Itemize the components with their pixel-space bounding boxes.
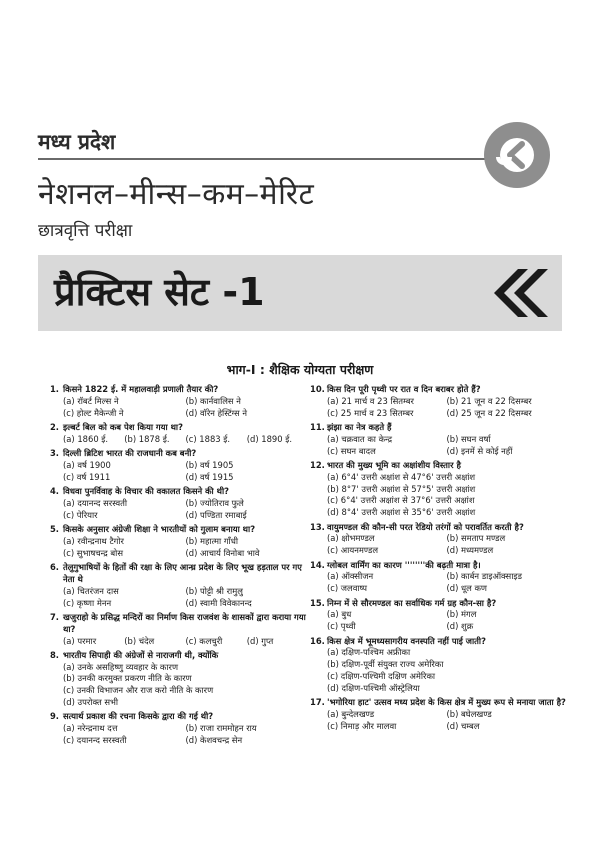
answer-options bbox=[46, 536, 308, 560]
answer-option: (d) वॉरेन हेस्टिंग्स ने bbox=[185, 407, 247, 418]
answer-option: (b) महात्मा गाँधी bbox=[185, 535, 239, 546]
double-chevron-left-icon bbox=[488, 265, 548, 321]
answer-options bbox=[46, 396, 308, 420]
question-item bbox=[46, 448, 308, 483]
question-number: 6. bbox=[49, 562, 59, 573]
answer-option: (b) दक्षिण-पूर्वी संयुक्त राज्य अमेरिका bbox=[327, 659, 444, 670]
answer-option: (a) दयानन्द सरस्वती bbox=[63, 497, 128, 508]
question-text: ग्लोबल वार्मिंग का कारण ''''''''की बढ़ती मात्रा है। bbox=[327, 559, 481, 570]
answer-option: (c) आयनमण्डल bbox=[327, 545, 379, 556]
answer-options bbox=[46, 586, 308, 610]
answer-option: (a) 6°4' उत्तरी अक्षांश से 47°6' उत्तरी अक्षांश bbox=[327, 471, 476, 482]
answer-option: (d) 1890 ई. bbox=[246, 433, 293, 444]
answer-option: (d) केशवचन्द्र सेन bbox=[185, 735, 243, 746]
question-text: किसके अनुसार अंग्रेजी शिक्षा ने भारतीयों को गुलाम बनाया था? bbox=[63, 524, 256, 535]
question-number: 17. bbox=[310, 697, 325, 708]
answer-option: (a) 1860 ई. bbox=[63, 433, 109, 444]
question-item bbox=[310, 598, 566, 633]
answer-option: (b) राजा राममोहन राय bbox=[185, 723, 257, 734]
answer-option: (b) 21 जून व 22 दिसम्बर bbox=[446, 395, 532, 406]
back-arrow-icon bbox=[484, 122, 550, 188]
answer-option: (a) ऑक्सीजन bbox=[327, 571, 374, 582]
answer-options bbox=[46, 662, 308, 709]
answer-option: (b) समताप मण्डल bbox=[446, 533, 506, 544]
question-text: विधवा पुनर्विवाह के विचार की वकालत किसने की थी? bbox=[63, 486, 230, 497]
answer-option: (a) रॉबर्ट मिल्स ने bbox=[63, 395, 119, 406]
answer-option: (c) सघन बादल bbox=[327, 445, 376, 456]
answer-option: (d) वर्ष 1915 bbox=[185, 471, 234, 482]
answer-option: (c) पेरियार bbox=[63, 509, 98, 520]
answer-option: (c) होल्ट मैकेन्जी ने bbox=[63, 407, 124, 418]
answer-option: (d) मध्यमण्डल bbox=[446, 545, 494, 556]
answer-option: (b) बघेलखण्ड bbox=[446, 708, 492, 719]
answer-option: (a) उनके असहिष्णु व्यवहार के कारण bbox=[63, 661, 179, 672]
answer-option: (b) ज्योतिराव फुले bbox=[185, 497, 244, 508]
question-text: किसने 1822 ई. में महालवाड़ी प्रणाली तैयार की? bbox=[63, 384, 219, 394]
answer-options bbox=[310, 434, 566, 458]
answer-options bbox=[310, 396, 566, 420]
question-number: 16. bbox=[310, 635, 325, 646]
answer-option: (c) दक्षिण-पश्चिमी दक्षिण अमेरिका bbox=[327, 670, 436, 681]
answer-option: (b) 8°7' उत्तरी अक्षांश से 57°5' उत्तरी अक्षांश bbox=[327, 483, 476, 494]
answer-option: (a) क्षोभमण्डल bbox=[327, 533, 375, 544]
question-item bbox=[310, 384, 566, 419]
header-rule bbox=[38, 158, 490, 160]
answer-option: (c) जलवाष्प bbox=[327, 583, 367, 594]
practice-set-band bbox=[38, 255, 562, 331]
question-text: इल्बर्ट बिल को कब पेश किया गया था? bbox=[63, 421, 183, 432]
answer-option: (c) उनकी विभाजन और राज करो नीति के कारण bbox=[63, 685, 214, 696]
question-text: निम्न में से सौरमण्डल का सर्वाधिक गर्म ग्रह कौन-सा है? bbox=[327, 597, 497, 608]
answer-option: (c) दयानन्द सरस्वती bbox=[63, 735, 127, 746]
answer-option: (b) चंदेल bbox=[124, 635, 155, 646]
answer-option: (d) इनमें से कोई नहीं bbox=[446, 445, 513, 456]
answer-option: (d) गुप्त bbox=[246, 635, 274, 646]
answer-option: (b) 1878 ई. bbox=[124, 433, 170, 444]
answer-option: (c) कलचुरी bbox=[185, 635, 223, 646]
answer-option: (c) 25 मार्च व 23 सितम्बर bbox=[327, 407, 414, 418]
answer-options bbox=[310, 533, 566, 557]
answer-option: (d) 25 जून व 22 दिसम्बर bbox=[446, 407, 532, 418]
question-number: 15. bbox=[310, 597, 325, 608]
question-text: दिल्ली ब्रिटिश भारत की राजधानी कब बनी? bbox=[63, 448, 197, 459]
question-text: 'भगोरिया हाट' उत्सव मध्य प्रदेश के किस क्षेत्र में मुख्य रूप से मनाया जाता है? bbox=[327, 697, 566, 708]
answer-option: (d) उपरोक्त सभी bbox=[63, 697, 119, 708]
answer-option: (a) नरेन्द्रनाथ दत्त bbox=[63, 723, 118, 734]
practice-set-title: प्रैक्टिस सेट -1 bbox=[54, 270, 265, 314]
answer-options bbox=[46, 498, 308, 522]
question-text: खजुराहो के प्रसिद्ध मन्दिरों का निर्माण किस राजवंश के शासकों द्वारा कराया गया था? bbox=[63, 611, 306, 634]
question-number: 7. bbox=[49, 611, 59, 622]
left-question-column bbox=[46, 384, 308, 749]
question-text: झंझा का नेत्र कहते हैं bbox=[327, 421, 392, 432]
answer-options bbox=[310, 647, 566, 694]
question-item bbox=[46, 422, 308, 446]
answer-option: (d) दक्षिण-पश्चिमी ऑस्ट्रेलिया bbox=[327, 682, 420, 693]
answer-option: (d) धूल कण bbox=[446, 583, 487, 594]
answer-options bbox=[46, 434, 308, 446]
right-question-column bbox=[310, 384, 566, 735]
answer-option: (c) वर्ष 1911 bbox=[63, 471, 111, 482]
answer-options bbox=[310, 472, 566, 519]
answer-option: (c) सुभाषचन्द्र बोस bbox=[63, 547, 123, 558]
question-number: 8. bbox=[49, 649, 59, 660]
answer-option: (a) बुध bbox=[327, 609, 352, 620]
answer-option: (b) उनकी करमुक्त प्रकरण नीति के कारण bbox=[63, 673, 192, 684]
question-text: किस दिन पूरी पृथ्वी पर रात व दिन बराबर होते हैं? bbox=[327, 384, 481, 394]
answer-options bbox=[46, 723, 308, 747]
part-heading: भाग-I : शैक्षिक योग्यता परीक्षण bbox=[226, 362, 374, 377]
answer-options bbox=[310, 709, 566, 733]
question-number: 10. bbox=[310, 384, 325, 394]
answer-options bbox=[46, 460, 308, 484]
answer-options bbox=[46, 636, 308, 648]
answer-option: (d) शुक्र bbox=[446, 621, 474, 632]
answer-option: (d) चम्बल bbox=[446, 720, 480, 731]
question-number: 9. bbox=[49, 711, 59, 722]
answer-option: (b) मंगल bbox=[446, 609, 477, 620]
question-number: 12. bbox=[310, 459, 325, 470]
question-number: 14. bbox=[310, 559, 325, 570]
question-number: 11. bbox=[310, 421, 325, 432]
question-number: 1. bbox=[49, 384, 59, 394]
answer-option: (c) 6°4' उत्तरी अक्षांश से 37°6' उत्तरी अक्षांश bbox=[327, 495, 475, 506]
chapter-badge bbox=[484, 122, 550, 188]
answer-option: (a) दक्षिण-पश्चिम अफ्रीका bbox=[327, 647, 411, 658]
question-item bbox=[310, 522, 566, 557]
question-number: 13. bbox=[310, 521, 325, 532]
answer-option: (a) 21 मार्च व 23 सितम्बर bbox=[327, 395, 414, 406]
answer-options bbox=[310, 609, 566, 633]
answer-option: (a) वर्ष 1900 bbox=[63, 459, 111, 470]
question-item bbox=[46, 650, 308, 709]
answer-option: (d) पण्डिता रमाबाई bbox=[185, 509, 247, 520]
answer-option: (a) बुन्देलखण्ड bbox=[327, 708, 375, 719]
page-title: नेशनल–मीन्स–कम–मेरिट bbox=[38, 177, 315, 212]
question-text: सत्यार्थ प्रकाश की रचना किसके द्वारा की गई थी? bbox=[63, 711, 214, 722]
question-text: भारत की मुख्य भूमि का अक्षांशीय विस्तार है bbox=[327, 459, 461, 470]
question-text: किस क्षेत्र में भूमध्यसागरीय वनस्पति नहीं पाई जाती? bbox=[327, 635, 486, 646]
answer-option: (c) कृष्णा मेनन bbox=[63, 597, 112, 608]
question-item bbox=[46, 384, 308, 419]
question-text: तेलुगुभाषियों के हितों की रक्षा के लिए आन्ध्र प्रदेश के लिए भूख हड़ताल पर गए नेता थे bbox=[63, 562, 302, 584]
answer-option: (a) परमार bbox=[63, 635, 97, 646]
question-item bbox=[310, 697, 566, 732]
answer-option: (b) वर्ष 1905 bbox=[185, 459, 234, 470]
question-item bbox=[46, 711, 308, 746]
page-subtitle: छात्रवृत्ति परीक्षा bbox=[38, 221, 133, 241]
answer-option: (b) कार्नवालिस ने bbox=[185, 395, 241, 406]
question-number: 5. bbox=[49, 524, 59, 535]
question-text: भारतीय सिपाही की अंग्रेजों से नाराजगी थी, क्योंकि bbox=[63, 649, 219, 660]
question-item bbox=[46, 562, 308, 609]
question-item bbox=[46, 612, 308, 647]
question-item bbox=[310, 636, 566, 695]
answer-option: (d) 8°4' उत्तरी अक्षांश से 35°6' उत्तरी अक्षांश bbox=[327, 507, 476, 518]
answer-options bbox=[310, 571, 566, 595]
question-item bbox=[310, 422, 566, 457]
answer-option: (d) आचार्य विनोबा भावे bbox=[185, 547, 260, 558]
answer-option: (b) कार्बन डाइऑक्साइड bbox=[446, 571, 522, 582]
answer-option: (a) रवीन्द्रनाथ टैगोर bbox=[63, 535, 124, 546]
question-number: 2. bbox=[49, 421, 59, 432]
answer-option: (c) पृथ्वी bbox=[327, 621, 356, 632]
question-item bbox=[310, 460, 566, 519]
question-text: वायुमण्डल की कौन-सी परत रेडियो तरंगों को परावर्तित करती है? bbox=[327, 521, 524, 532]
question-item bbox=[310, 560, 566, 595]
answer-option: (c) 1883 ई. bbox=[185, 433, 231, 444]
answer-option: (b) सघन वर्षा bbox=[446, 433, 491, 444]
answer-option: (c) निमाड़ और मालवा bbox=[327, 720, 397, 731]
state-heading: मध्य प्रदेश bbox=[38, 130, 116, 154]
answer-option: (b) पोट्टी श्री रामुलु bbox=[185, 585, 243, 596]
question-number: 3. bbox=[49, 448, 59, 459]
answer-option: (d) स्वामी विवेकानन्द bbox=[185, 597, 252, 608]
question-item bbox=[46, 486, 308, 521]
answer-option: (a) चितरंजन दास bbox=[63, 585, 119, 596]
answer-option: (a) चक्रवात का केन्द्र bbox=[327, 433, 393, 444]
question-item bbox=[46, 524, 308, 559]
question-number: 4. bbox=[49, 486, 59, 497]
